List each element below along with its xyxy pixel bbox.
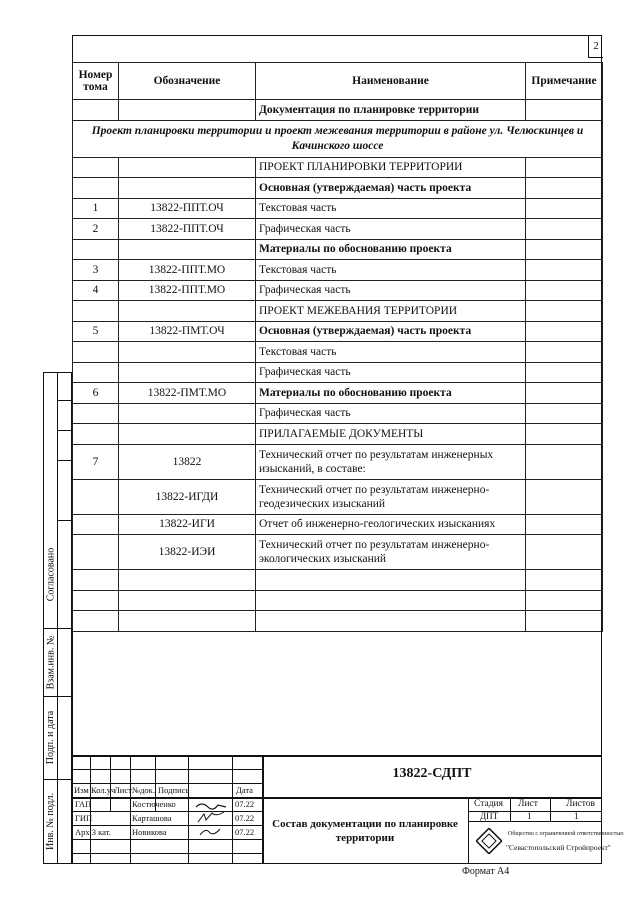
table-row xyxy=(73,239,603,260)
row-designation: 13822-ППТ.ОЧ xyxy=(119,219,256,240)
person-name: Карташова xyxy=(132,813,172,823)
company-line1: Общество с ограниченной ответственностью xyxy=(508,831,624,837)
row-volume-number xyxy=(73,239,119,260)
row-note xyxy=(526,260,603,281)
table-row xyxy=(73,383,603,404)
row-designation: 13822-ППТ.МО xyxy=(119,260,256,281)
row-volume-number xyxy=(73,590,119,611)
row-note xyxy=(526,342,603,363)
sheet-number: 2 xyxy=(588,35,603,58)
row-note xyxy=(526,362,603,383)
document-code: 13822-СДПТ xyxy=(392,766,472,781)
person-date: 07.22 xyxy=(235,799,255,809)
table-row xyxy=(73,198,603,219)
col-signature: Подпись xyxy=(158,785,190,795)
project-title-row xyxy=(73,120,603,157)
row-note xyxy=(526,321,603,342)
signatures xyxy=(192,798,230,838)
col-izm: Изм xyxy=(74,785,89,795)
row-name: Графическая часть xyxy=(256,219,526,240)
row-designation xyxy=(119,611,256,632)
row-designation xyxy=(119,342,256,363)
agreed-label: Согласовано xyxy=(45,547,57,601)
table-row xyxy=(73,260,603,281)
row-note xyxy=(526,280,603,301)
row-name: ПРОЕКТ ПЛАНИРОВКИ ТЕРРИТОРИИ xyxy=(256,157,526,178)
person-role: ГИП xyxy=(75,813,93,823)
row-volume-number xyxy=(73,342,119,363)
sign-date-label: Подп. и дата xyxy=(45,710,56,765)
row-designation: 13822-ППТ.ОЧ xyxy=(119,198,256,219)
row-designation xyxy=(119,424,256,445)
row-note xyxy=(526,178,603,199)
sheet-value: 1 xyxy=(527,811,532,821)
documents-table xyxy=(72,62,603,632)
sheets-value: 1 xyxy=(574,811,579,821)
row-designation xyxy=(119,178,256,199)
row-designation xyxy=(119,570,256,591)
table-row xyxy=(73,424,603,445)
stage-value: ДПТ xyxy=(480,811,499,821)
row-name: Графическая часть xyxy=(256,280,526,301)
company-line2: "Севастопольский Стройпроект" xyxy=(506,843,611,852)
sheet-header: Лист xyxy=(518,799,538,809)
row-name: Основная (утверждаемая) часть проекта xyxy=(256,321,526,342)
row-designation: 13822 xyxy=(119,444,256,479)
row-name: Текстовая часть xyxy=(256,342,526,363)
header-name: Наименование xyxy=(256,63,526,100)
table-row xyxy=(73,403,603,424)
row-name: Графическая часть xyxy=(256,362,526,383)
row-designation xyxy=(119,403,256,424)
row-volume-number xyxy=(73,535,119,570)
row-volume-number: 3 xyxy=(73,260,119,281)
table-row xyxy=(73,280,603,301)
row-name: Технический отчет по результатам инженерно-экологических изысканий xyxy=(256,535,526,570)
row-name: Текстовая часть xyxy=(256,198,526,219)
project-title: Проект планировки территории и проект межевания территории в районе ул. Челюскинцев и Качинского шоссе xyxy=(73,120,603,157)
table-row xyxy=(73,342,603,363)
row-name: Отчет об инженерно-геологических изысканиях xyxy=(256,514,526,535)
table-header-row xyxy=(73,63,603,100)
person-date: 07.22 xyxy=(235,813,255,823)
company-logo-icon xyxy=(476,828,502,854)
person-name: Новикова xyxy=(132,827,167,837)
table-row xyxy=(73,362,603,383)
table-row xyxy=(73,570,603,591)
row-volume-number xyxy=(73,403,119,424)
row-volume-number: 6 xyxy=(73,383,119,404)
row-volume-number xyxy=(73,362,119,383)
col-kol-uch: Кол.уч xyxy=(91,785,116,795)
header-volume-number: Номер тома xyxy=(73,63,119,100)
stage-header: Стадия xyxy=(474,799,503,809)
row-note xyxy=(526,424,603,445)
inv-original-label: Инв. № подл. xyxy=(45,793,57,850)
table-row xyxy=(73,479,603,514)
row-designation xyxy=(119,301,256,322)
format-label: Формат А4 xyxy=(462,866,510,877)
row-volume-number xyxy=(73,301,119,322)
row-volume-number xyxy=(73,611,119,632)
row-note xyxy=(526,198,603,219)
row-volume-number xyxy=(73,479,119,514)
document-title: Состав документации по планировке территории xyxy=(272,817,458,844)
sheets-header: Листов xyxy=(566,799,596,809)
row-volume-number xyxy=(73,178,119,199)
row-designation xyxy=(119,590,256,611)
inv-swap-label: Взам.инв. № xyxy=(45,635,57,689)
table-row xyxy=(73,178,603,199)
row-note xyxy=(526,535,603,570)
row-name: Технический отчет по результатам инженерных изысканий, в составе: xyxy=(256,444,526,479)
row-volume-number: 1 xyxy=(73,198,119,219)
row-note xyxy=(526,239,603,260)
row-name: Технический отчет по результатам инженерно-геодезических изысканий xyxy=(256,479,526,514)
col-ndok: №док. xyxy=(132,785,155,795)
row-name: ПРОЕКТ МЕЖЕВАНИЯ ТЕРРИТОРИИ xyxy=(256,301,526,322)
col-list: Лист xyxy=(114,785,132,795)
section-row xyxy=(73,100,603,121)
person-name: Костюченко xyxy=(132,799,176,809)
col-date: Дата xyxy=(236,785,253,795)
row-note xyxy=(526,383,603,404)
row-note xyxy=(526,219,603,240)
table-row xyxy=(73,301,603,322)
row-name: Основная (утверждаемая) часть проекта xyxy=(256,178,526,199)
row-note xyxy=(526,301,603,322)
person-role: ГАП xyxy=(75,799,92,809)
row-designation xyxy=(119,157,256,178)
row-note xyxy=(526,403,603,424)
row-volume-number: 4 xyxy=(73,280,119,301)
row-note xyxy=(526,514,603,535)
row-designation: 13822-ПМТ.ОЧ xyxy=(119,321,256,342)
row-volume-number: 7 xyxy=(73,444,119,479)
table-row xyxy=(73,590,603,611)
table-row xyxy=(73,535,603,570)
header-note: Примечание xyxy=(526,63,603,100)
table-row xyxy=(73,321,603,342)
section-title: Документация по планировке территории xyxy=(256,100,526,121)
row-name xyxy=(256,590,526,611)
row-volume-number xyxy=(73,570,119,591)
row-designation: 13822-ИГИ xyxy=(119,514,256,535)
row-volume-number: 5 xyxy=(73,321,119,342)
row-name: Материалы по обоснованию проекта xyxy=(256,239,526,260)
row-note xyxy=(526,590,603,611)
row-designation xyxy=(119,239,256,260)
person-role: Арх.3 кат. xyxy=(75,827,111,837)
table-row xyxy=(73,514,603,535)
row-note xyxy=(526,479,603,514)
row-designation xyxy=(119,362,256,383)
row-name: Материалы по обоснованию проекта xyxy=(256,383,526,404)
row-volume-number xyxy=(73,424,119,445)
table-row xyxy=(73,444,603,479)
row-designation: 13822-ПМТ.МО xyxy=(119,383,256,404)
row-designation: 13822-ППТ.МО xyxy=(119,280,256,301)
row-volume-number: 2 xyxy=(73,219,119,240)
table-row xyxy=(73,219,603,240)
table-row xyxy=(73,157,603,178)
header-designation: Обозначение xyxy=(119,63,256,100)
row-name xyxy=(256,570,526,591)
row-note xyxy=(526,611,603,632)
row-volume-number xyxy=(73,157,119,178)
row-volume-number xyxy=(73,514,119,535)
table-row xyxy=(73,611,603,632)
row-designation: 13822-ИГДИ xyxy=(119,479,256,514)
row-note xyxy=(526,157,603,178)
row-name: ПРИЛАГАЕМЫЕ ДОКУМЕНТЫ xyxy=(256,424,526,445)
person-date: 07.22 xyxy=(235,827,255,837)
row-designation: 13822-ИЭИ xyxy=(119,535,256,570)
row-note xyxy=(526,444,603,479)
row-note xyxy=(526,570,603,591)
row-name: Графическая часть xyxy=(256,403,526,424)
row-name xyxy=(256,611,526,632)
row-name: Текстовая часть xyxy=(256,260,526,281)
